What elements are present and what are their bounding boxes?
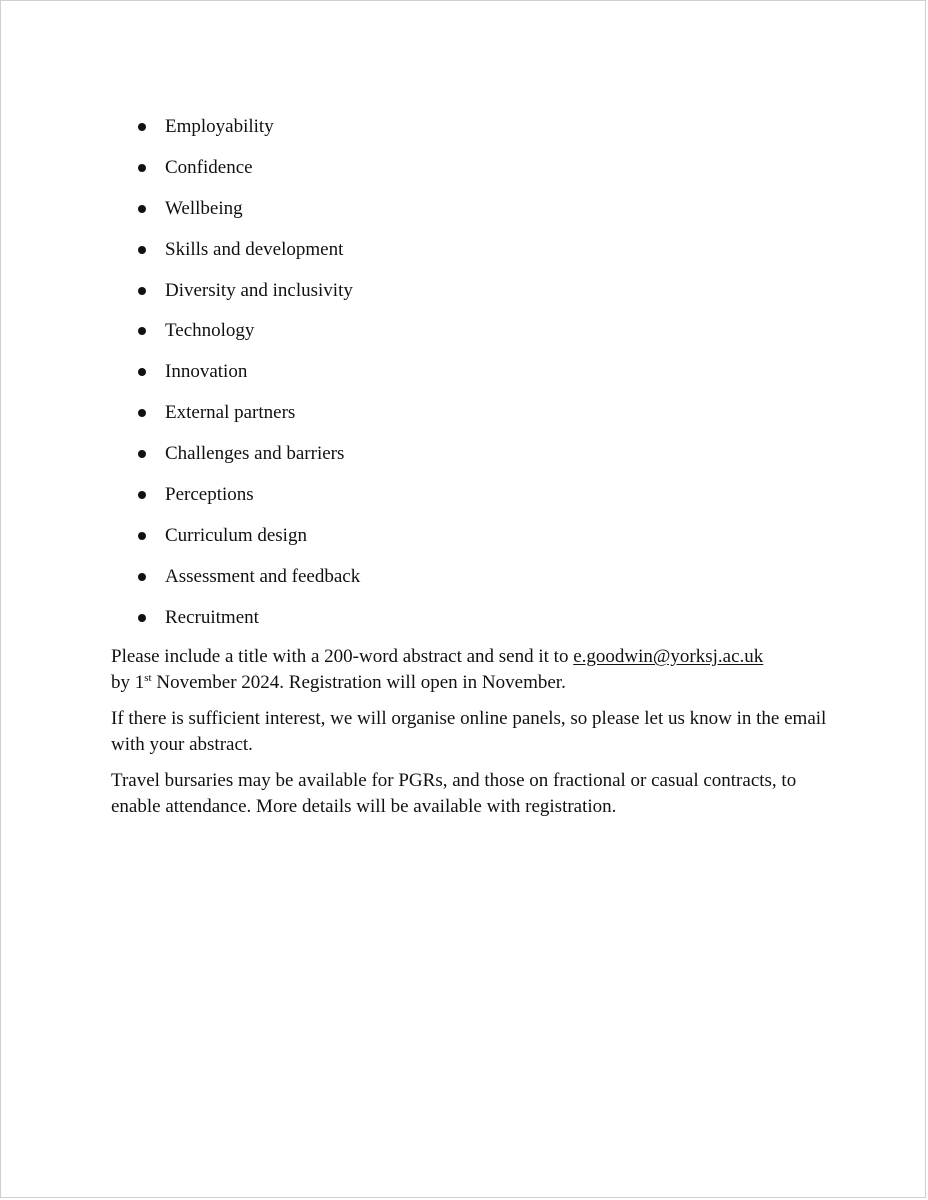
bullet-icon bbox=[138, 123, 146, 131]
topic-label: Recruitment bbox=[165, 606, 259, 628]
bullet-icon bbox=[138, 205, 146, 213]
bullet-icon bbox=[138, 409, 146, 417]
topic-label: Diversity and inclusivity bbox=[165, 279, 353, 301]
topic-list bbox=[136, 111, 836, 643]
online-panels-paragraph: If there is sufficient interest, we will organise online panels, so please let us know in the email with your abstract. bbox=[111, 708, 827, 755]
topic-label: Perceptions bbox=[165, 484, 254, 506]
deadline-prefix: by 1 bbox=[111, 672, 145, 693]
bullet-icon bbox=[138, 450, 146, 458]
list-item bbox=[136, 397, 836, 438]
bullet-icon bbox=[138, 573, 146, 581]
topic-label: External partners bbox=[165, 402, 296, 424]
topic-label: Innovation bbox=[165, 361, 248, 383]
deadline-text: November 2024. Registration will open in November. bbox=[151, 672, 566, 693]
bullet-icon bbox=[138, 614, 146, 622]
list-item bbox=[136, 561, 836, 602]
bullet-icon bbox=[138, 246, 146, 254]
list-item bbox=[136, 479, 836, 520]
topic-label: Employability bbox=[165, 116, 274, 137]
topic-label: Curriculum design bbox=[165, 524, 307, 546]
topic-label: Skills and development bbox=[165, 238, 344, 260]
bullet-icon bbox=[138, 164, 146, 172]
body-paragraphs bbox=[111, 644, 831, 830]
bullet-icon bbox=[138, 491, 146, 499]
bullet-icon bbox=[138, 287, 146, 295]
list-item bbox=[136, 520, 836, 561]
abstract-text: Please include a title with a 200-word abstract and send it to bbox=[111, 646, 574, 667]
topic-label: Confidence bbox=[165, 156, 253, 178]
list-item bbox=[136, 152, 836, 193]
list-item bbox=[136, 356, 836, 397]
bullet-icon bbox=[138, 532, 146, 540]
list-item bbox=[136, 193, 836, 234]
list-item bbox=[136, 602, 836, 643]
topic-label: Challenges and barriers bbox=[165, 443, 345, 465]
abstract-paragraph bbox=[111, 644, 831, 696]
travel-bursaries-paragraph: Travel bursaries may be available for PGRs, and those on fractional or casual contracts, to enable attendance. More details will be available with registration. bbox=[111, 770, 797, 817]
topic-label: Technology bbox=[165, 320, 255, 342]
topic-label: Wellbeing bbox=[165, 197, 243, 219]
list-item bbox=[136, 315, 836, 356]
list-item bbox=[136, 234, 836, 275]
bullet-icon bbox=[138, 368, 146, 376]
list-item bbox=[136, 275, 836, 316]
bullet-icon bbox=[138, 327, 146, 335]
ordinal-suffix: st bbox=[144, 672, 152, 684]
topic-label: Assessment and feedback bbox=[165, 565, 361, 587]
list-item bbox=[136, 111, 836, 152]
email-link[interactable]: e.goodwin@yorksj.ac.uk bbox=[573, 646, 764, 667]
list-item bbox=[136, 438, 836, 479]
